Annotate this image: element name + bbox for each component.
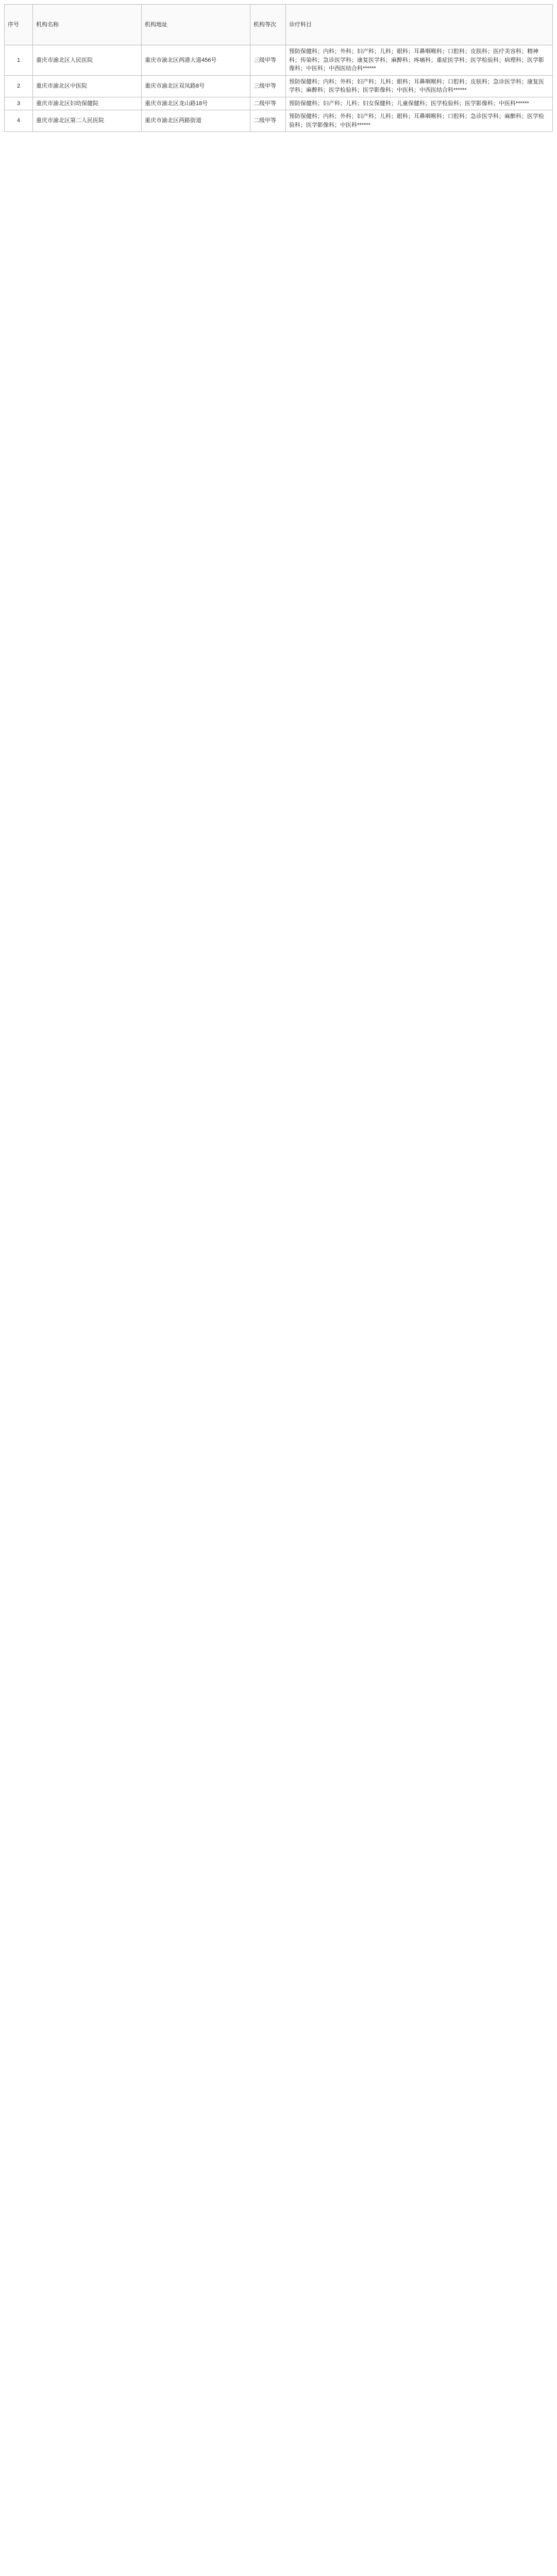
- cell-no: 1: [5, 45, 33, 76]
- institution-table: [4, 4, 553, 132]
- table-header-row: [5, 5, 553, 45]
- cell-name: 重庆市渝北区中医院: [33, 75, 142, 97]
- table-row: [5, 97, 553, 110]
- cell-level: 三级甲等: [250, 45, 286, 76]
- cell-address: 重庆市渝北区两路街道: [142, 110, 250, 132]
- cell-address: 重庆市渝北区龙山路18号: [142, 97, 250, 110]
- header-no: 序号: [5, 5, 33, 45]
- cell-level: 二级甲等: [250, 110, 286, 132]
- cell-level: 三级甲等: [250, 75, 286, 97]
- table-row: [5, 45, 553, 76]
- cell-no: 4: [5, 110, 33, 132]
- header-address: 机构地址: [142, 5, 250, 45]
- cell-address: 重庆市渝北区两港大道456号: [142, 45, 250, 76]
- table-row: [5, 75, 553, 97]
- cell-subjects: 预防保健科；妇产科；儿科；妇女保健科；儿童保健科；医学检验科；医学影像科；中医科******: [286, 97, 553, 110]
- cell-name: 重庆市渝北区第二人民医院: [33, 110, 142, 132]
- header-name: 机构名称: [33, 5, 142, 45]
- cell-no: 3: [5, 97, 33, 110]
- cell-no: 2: [5, 75, 33, 97]
- cell-subjects: 预防保健科；内科；外科；妇产科；儿科；眼科；耳鼻咽喉科；口腔科；皮肤科；医疗美容科；精神科；传染科；急诊医学科；康复医学科；麻醉科；疼痛科；重症医学科；医学检验科；病理科；医学影像科；中医科；中西医结合科******: [286, 45, 553, 76]
- cell-subjects: 预防保健科；内科；外科；妇产科；儿科；眼科；耳鼻咽喉科；口腔科；急诊医学科；麻醉科；医学检验科；医学影像科；中医科******: [286, 110, 553, 132]
- cell-address: 重庆市渝北区双凤路8号: [142, 75, 250, 97]
- cell-subjects: 预防保健科；内科；外科；妇产科；儿科；眼科；耳鼻咽喉科；口腔科；皮肤科；急诊医学科；康复医学科；麻醉科；医学检验科；医学影像科；中医科；中西医结合科******: [286, 75, 553, 97]
- cell-name: 重庆市渝北区人民医院: [33, 45, 142, 76]
- cell-name: 重庆市渝北区妇幼保健院: [33, 97, 142, 110]
- table-body: [5, 45, 553, 132]
- cell-level: 二级甲等: [250, 97, 286, 110]
- table-row: [5, 110, 553, 132]
- header-level: 机构等次: [250, 5, 286, 45]
- header-subjects: 诊疗科目: [286, 5, 553, 45]
